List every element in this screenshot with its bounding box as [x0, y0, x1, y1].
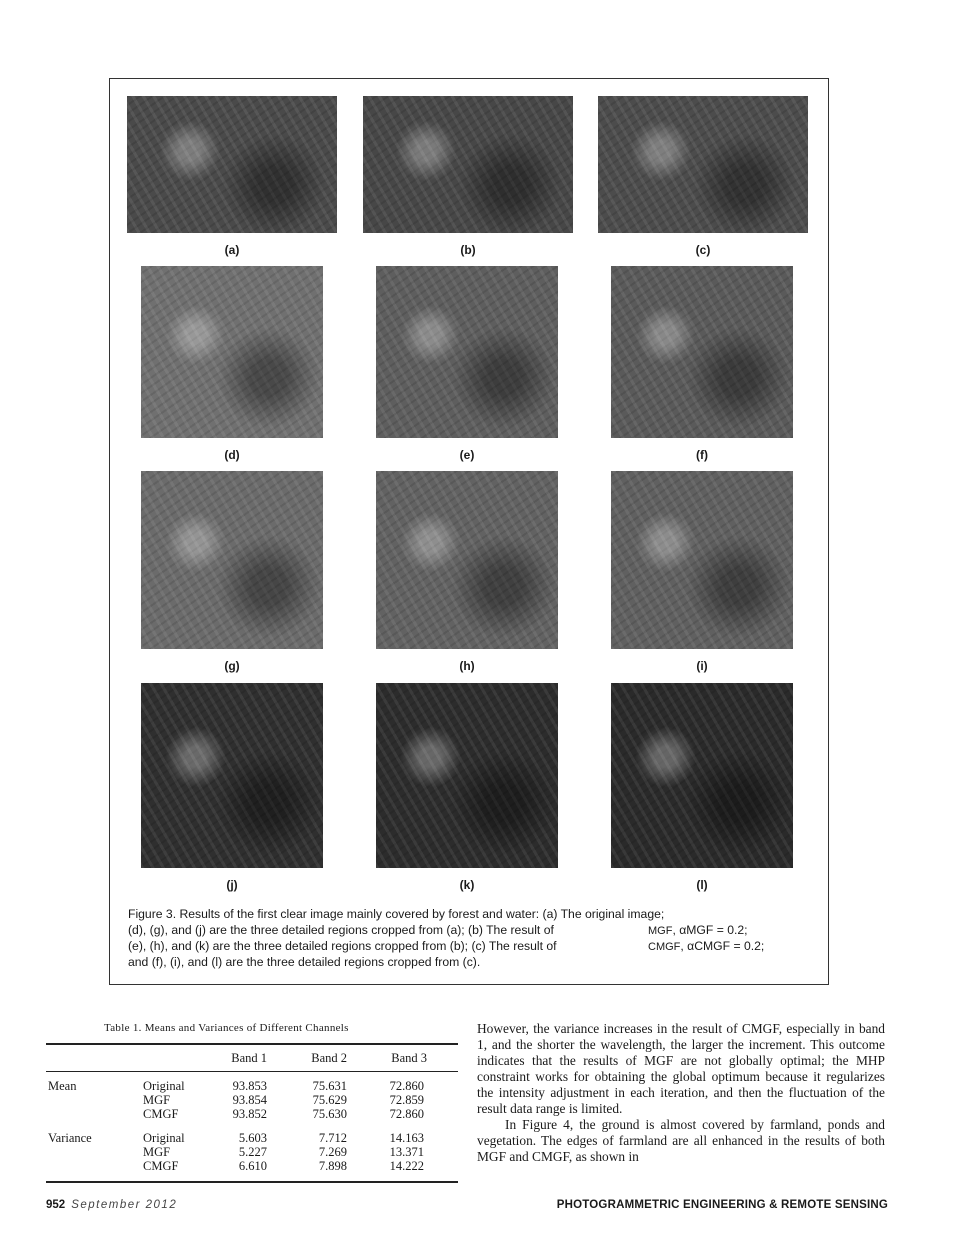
figure-caption	[128, 906, 808, 970]
caption-line-3-left: (e), (h), and (k) are the three detailed regions cropped from (b); (c) The result of	[128, 939, 557, 953]
satellite-image	[141, 683, 323, 868]
row-method-label: Original	[143, 1131, 185, 1145]
table-value: 5.603	[238, 1131, 267, 1145]
table-top-rule	[46, 1043, 458, 1045]
page-number: 952	[46, 1199, 66, 1211]
figure-panel	[127, 96, 337, 259]
panel-label: (e)	[459, 448, 475, 462]
satellite-image	[127, 96, 337, 233]
caption-line-1: Figure 3. Results of the first clear image mainly covered by forest and water: (a) The original image;	[128, 907, 665, 921]
satellite-image	[141, 266, 323, 438]
caption-line-3-right	[648, 938, 764, 955]
table-value: 72.859	[389, 1093, 424, 1107]
table-value: 14.222	[389, 1159, 424, 1173]
table-value: 75.631	[312, 1079, 347, 1093]
table-value: 93.854	[232, 1093, 267, 1107]
figure-panel	[141, 266, 323, 464]
table-value: 6.610	[238, 1159, 267, 1173]
table-value: 75.630	[312, 1107, 347, 1121]
table-bottom-rule	[46, 1181, 458, 1183]
figure-panel	[141, 683, 323, 894]
panel-label: (d)	[224, 448, 240, 462]
row-method-label: CMGF	[143, 1107, 179, 1121]
panel-label: (b)	[460, 243, 476, 257]
panel-label: (f)	[696, 448, 708, 462]
column-header: Band 3	[391, 1051, 427, 1065]
panel-label: (g)	[224, 659, 240, 673]
satellite-image	[598, 96, 808, 233]
caption-cmgf-formula: , αCMGF = 0.2;	[680, 939, 765, 953]
figure-panel	[611, 471, 793, 675]
row-method-label: MGF	[143, 1093, 171, 1107]
caption-mgf-formula: , αMGF = 0.2;	[672, 923, 748, 937]
column-header: Band 2	[311, 1051, 347, 1065]
table-value: 7.712	[318, 1131, 347, 1145]
footer-left	[46, 1199, 177, 1211]
row-method-label: CMGF	[143, 1159, 179, 1173]
caption-cmgf-term: CMGF	[648, 941, 681, 953]
caption-line-2	[128, 922, 808, 938]
figure-panel	[363, 96, 573, 259]
figure-panel	[376, 683, 558, 894]
figure-panel	[598, 96, 808, 259]
table-title: Table 1. Means and Variances of Different Channels	[104, 1022, 349, 1034]
satellite-image	[376, 471, 558, 649]
panel-label: (k)	[459, 878, 475, 892]
figure-panel	[611, 266, 793, 464]
figure-panel	[141, 471, 323, 675]
table-value: 72.860	[389, 1107, 424, 1121]
panel-label: (c)	[695, 243, 711, 257]
table-value: 93.852	[232, 1107, 267, 1121]
row-method-label: Original	[143, 1079, 185, 1093]
figure-panel	[611, 683, 793, 894]
caption-line-2-left: (d), (g), and (j) are the three detailed regions cropped from (a); (b) The result of	[128, 923, 554, 937]
column-header: Band 1	[231, 1051, 267, 1065]
satellite-image	[611, 266, 793, 438]
caption-mgf-term: MGF	[648, 925, 673, 937]
satellite-image	[141, 471, 323, 649]
panel-label: (h)	[459, 659, 475, 673]
panel-label: (a)	[224, 243, 240, 257]
satellite-image	[376, 683, 558, 868]
panel-label: (i)	[696, 659, 708, 673]
table-value: 72.860	[389, 1079, 424, 1093]
panel-label: (j)	[226, 878, 238, 892]
panel-label: (l)	[696, 878, 708, 892]
table-value: 5.227	[238, 1145, 267, 1159]
figure-panel	[376, 266, 558, 464]
figure-panel	[376, 471, 558, 675]
row-group-label: Mean	[48, 1079, 77, 1093]
table-value: 7.898	[318, 1159, 347, 1173]
body-text	[477, 1021, 885, 1165]
paragraph-1: However, the variance increases in the result of CMGF, especially in band 1, and the shorter the wavelength, the larger the increment. This outcome indicates that the results of MGF are not globally optimal; the MHP constraint works for obtaining the global optimum because it regularizes the intensity adjustment in each iteration, and then the fluctuation of the result data range is limited.	[477, 1021, 885, 1116]
paragraph-2: In Figure 4, the ground is almost covered by farmland, ponds and vegetation. The edges of farmland are all enhanced in the results of both MGF and CMGF, as shown in	[477, 1117, 885, 1164]
table-value: 93.853	[232, 1079, 267, 1093]
satellite-image	[376, 266, 558, 438]
table-value: 75.629	[312, 1093, 347, 1107]
journal-name: PHOTOGRAMMETRIC ENGINEERING & REMOTE SENSING	[556, 1199, 888, 1211]
table-value: 14.163	[389, 1131, 424, 1145]
satellite-image	[611, 471, 793, 649]
caption-line-4: and (f), (i), and (l) are the three detailed regions cropped from (c).	[128, 955, 481, 969]
satellite-image	[363, 96, 573, 233]
table-value: 13.371	[389, 1145, 424, 1159]
table-value: 7.269	[318, 1145, 347, 1159]
caption-line-2-right	[648, 922, 748, 939]
row-method-label: MGF	[143, 1145, 171, 1159]
caption-line-3	[128, 938, 808, 954]
row-group-label: Variance	[48, 1131, 92, 1145]
satellite-image	[611, 683, 793, 868]
table-header-rule	[46, 1071, 458, 1072]
issue-date: September 2012	[71, 1199, 178, 1211]
